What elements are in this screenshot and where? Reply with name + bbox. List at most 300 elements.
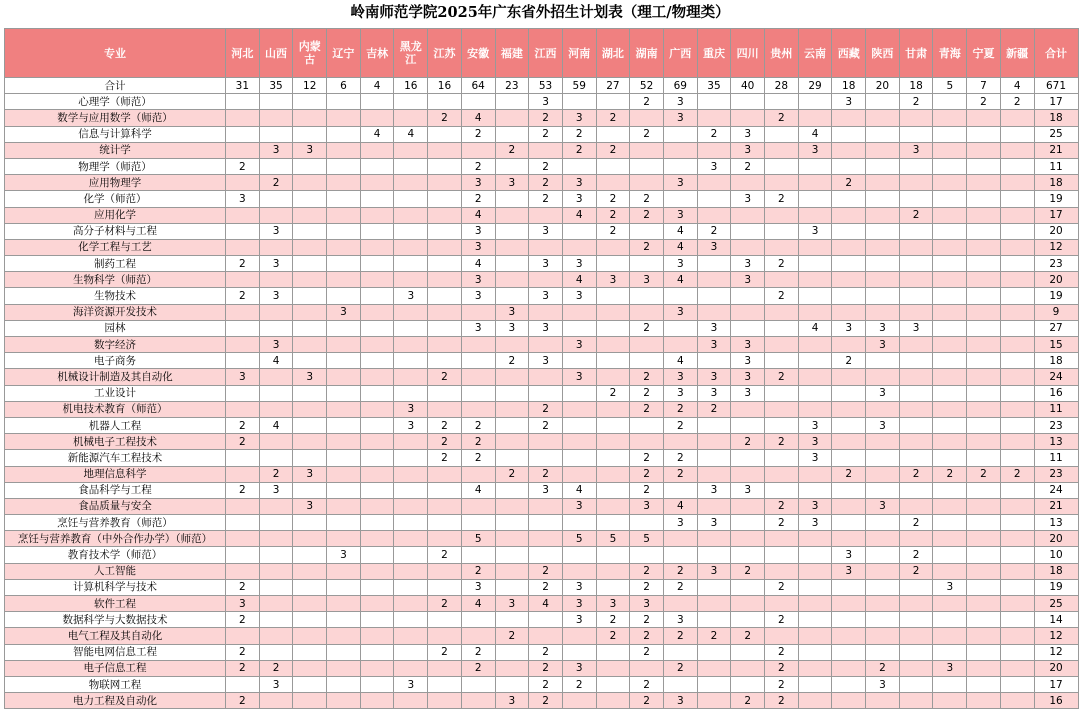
major-name-cell: 电子信息工程 (5, 660, 226, 676)
quota-cell: 2 (630, 369, 664, 385)
quota-cell (394, 596, 428, 612)
quota-cell: 3 (495, 693, 529, 709)
quota-cell: 2 (697, 401, 731, 417)
quota-cell (967, 579, 1001, 595)
quota-cell (394, 628, 428, 644)
quota-cell (394, 142, 428, 158)
quota-cell: 2 (226, 256, 260, 272)
quota-cell (899, 498, 933, 514)
quota-cell (293, 94, 327, 110)
quota-cell (394, 320, 428, 336)
quota-cell: 3 (562, 498, 596, 514)
quota-cell (933, 191, 967, 207)
quota-cell (360, 612, 394, 628)
quota-cell (226, 385, 260, 401)
quota-cell (495, 272, 529, 288)
quota-cell (259, 547, 293, 563)
quota-cell (765, 94, 799, 110)
quota-cell (226, 207, 260, 223)
major-name-cell: 数字经济 (5, 337, 226, 353)
quota-cell: 3 (731, 337, 765, 353)
quota-cell: 3 (731, 256, 765, 272)
quota-cell (1000, 337, 1034, 353)
quota-cell (461, 693, 495, 709)
quota-cell (293, 693, 327, 709)
quota-cell (663, 482, 697, 498)
quota-cell (360, 256, 394, 272)
quota-cell (899, 417, 933, 433)
quota-cell: 3 (461, 223, 495, 239)
quota-cell (293, 660, 327, 676)
quota-cell (1000, 110, 1034, 126)
quota-cell: 23 (495, 78, 529, 94)
quota-cell: 3 (259, 256, 293, 272)
quota-cell: 3 (663, 256, 697, 272)
quota-cell (967, 547, 1001, 563)
quota-cell (428, 175, 462, 191)
quota-cell: 3 (461, 320, 495, 336)
quota-cell (798, 612, 832, 628)
quota-cell: 5 (461, 531, 495, 547)
quota-cell: 2 (226, 158, 260, 174)
major-name-cell: 食品科学与工程 (5, 482, 226, 498)
quota-cell (327, 596, 361, 612)
quota-cell (933, 142, 967, 158)
quota-cell: 2 (428, 450, 462, 466)
row-total-cell: 12 (1034, 628, 1078, 644)
quota-cell: 3 (293, 466, 327, 482)
table-row (5, 110, 1079, 126)
quota-cell: 3 (663, 207, 697, 223)
quota-cell: 3 (259, 223, 293, 239)
quota-cell (259, 563, 293, 579)
row-total-cell: 16 (1034, 693, 1078, 709)
quota-cell: 2 (259, 660, 293, 676)
quota-cell (663, 596, 697, 612)
quota-cell (731, 579, 765, 595)
quota-cell: 2 (765, 612, 799, 628)
quota-cell: 3 (663, 612, 697, 628)
row-total-cell: 21 (1034, 498, 1078, 514)
quota-cell (967, 239, 1001, 255)
quota-cell (798, 563, 832, 579)
quota-cell: 2 (630, 126, 664, 142)
quota-cell (360, 482, 394, 498)
table-row (5, 676, 1079, 692)
quota-cell (495, 385, 529, 401)
table-row (5, 531, 1079, 547)
quota-cell (293, 223, 327, 239)
quota-cell: 3 (832, 547, 866, 563)
quota-cell: 4 (562, 207, 596, 223)
quota-cell: 3 (394, 401, 428, 417)
quota-cell (1000, 693, 1034, 709)
quota-cell (226, 563, 260, 579)
quota-cell: 2 (765, 644, 799, 660)
quota-cell (394, 110, 428, 126)
quota-cell (327, 94, 361, 110)
quota-cell (899, 676, 933, 692)
quota-cell (630, 337, 664, 353)
quota-cell (226, 126, 260, 142)
quota-cell (1000, 223, 1034, 239)
quota-cell (394, 207, 428, 223)
quota-cell (933, 401, 967, 417)
quota-cell (765, 158, 799, 174)
quota-cell (428, 239, 462, 255)
column-header-province: 重庆 (697, 29, 731, 78)
quota-cell (866, 158, 900, 174)
quota-cell (529, 142, 563, 158)
quota-cell (697, 272, 731, 288)
quota-cell (832, 531, 866, 547)
quota-cell: 3 (663, 693, 697, 709)
quota-cell (899, 304, 933, 320)
major-name-cell: 机器人工程 (5, 417, 226, 433)
quota-cell (495, 126, 529, 142)
quota-cell (765, 466, 799, 482)
row-total-cell: 13 (1034, 515, 1078, 531)
quota-cell (327, 482, 361, 498)
quota-cell: 2 (630, 320, 664, 336)
quota-cell: 3 (461, 272, 495, 288)
quota-cell (663, 644, 697, 660)
quota-cell: 3 (798, 142, 832, 158)
quota-cell: 69 (663, 78, 697, 94)
quota-cell (596, 175, 630, 191)
column-header-province: 陕西 (866, 29, 900, 78)
table-body (5, 78, 1079, 709)
quota-cell: 29 (798, 78, 832, 94)
quota-cell (259, 693, 293, 709)
quota-cell (798, 385, 832, 401)
table-header-row (5, 29, 1079, 78)
major-name-cell: 教育技术学（师范） (5, 547, 226, 563)
quota-cell (933, 515, 967, 531)
quota-cell (798, 644, 832, 660)
table-row (5, 644, 1079, 660)
quota-cell: 2 (529, 110, 563, 126)
quota-cell (630, 142, 664, 158)
quota-cell (765, 596, 799, 612)
quota-cell (866, 272, 900, 288)
quota-cell: 2 (630, 94, 664, 110)
quota-cell: 2 (899, 466, 933, 482)
quota-cell (798, 337, 832, 353)
quota-cell (394, 515, 428, 531)
quota-cell: 3 (461, 175, 495, 191)
quota-cell (226, 498, 260, 514)
quota-cell (663, 288, 697, 304)
quota-cell (832, 191, 866, 207)
quota-cell (596, 676, 630, 692)
quota-cell (967, 693, 1001, 709)
quota-cell: 2 (765, 515, 799, 531)
quota-cell: 3 (394, 417, 428, 433)
quota-cell (697, 531, 731, 547)
quota-cell (596, 466, 630, 482)
major-name-cell: 软件工程 (5, 596, 226, 612)
row-total-cell: 16 (1034, 385, 1078, 401)
quota-cell (899, 660, 933, 676)
major-name-cell: 生物技术 (5, 288, 226, 304)
quota-cell (495, 450, 529, 466)
quota-cell (798, 158, 832, 174)
quota-cell (327, 515, 361, 531)
quota-cell (731, 515, 765, 531)
quota-cell (259, 628, 293, 644)
quota-cell (226, 676, 260, 692)
quota-cell (394, 498, 428, 514)
quota-cell (293, 158, 327, 174)
major-name-cell: 应用化学 (5, 207, 226, 223)
quota-cell: 2 (765, 498, 799, 514)
major-name-cell: 合计 (5, 78, 226, 94)
quota-cell (832, 660, 866, 676)
quota-cell: 2 (832, 353, 866, 369)
quota-cell (360, 175, 394, 191)
quota-cell: 3 (529, 256, 563, 272)
quota-cell: 3 (630, 272, 664, 288)
quota-cell (866, 466, 900, 482)
quota-cell (933, 385, 967, 401)
quota-cell (731, 596, 765, 612)
quota-cell: 2 (630, 676, 664, 692)
quota-cell (596, 239, 630, 255)
quota-cell (933, 288, 967, 304)
quota-cell (1000, 158, 1034, 174)
row-total-cell: 24 (1034, 369, 1078, 385)
quota-cell (765, 353, 799, 369)
quota-cell (967, 660, 1001, 676)
quota-cell: 3 (697, 515, 731, 531)
quota-cell (832, 596, 866, 612)
quota-cell (293, 126, 327, 142)
column-header-province: 湖北 (596, 29, 630, 78)
quota-cell: 35 (259, 78, 293, 94)
quota-cell (899, 175, 933, 191)
quota-cell: 2 (899, 94, 933, 110)
quota-cell: 3 (630, 596, 664, 612)
quota-cell (360, 191, 394, 207)
table-row (5, 515, 1079, 531)
quota-cell (899, 158, 933, 174)
major-name-cell: 新能源汽车工程技术 (5, 450, 226, 466)
quota-cell (899, 272, 933, 288)
quota-cell: 2 (226, 288, 260, 304)
quota-cell: 2 (226, 482, 260, 498)
quota-cell: 2 (630, 612, 664, 628)
quota-cell (1000, 369, 1034, 385)
quota-cell (697, 676, 731, 692)
quota-cell (798, 531, 832, 547)
column-header-province: 湖南 (630, 29, 664, 78)
quota-cell (428, 256, 462, 272)
quota-cell (293, 320, 327, 336)
quota-cell (394, 256, 428, 272)
quota-cell (495, 612, 529, 628)
row-total-cell: 20 (1034, 660, 1078, 676)
quota-cell (529, 498, 563, 514)
quota-cell (360, 110, 394, 126)
quota-cell (731, 417, 765, 433)
quota-cell: 3 (495, 596, 529, 612)
quota-cell: 3 (731, 142, 765, 158)
quota-cell: 31 (226, 78, 260, 94)
quota-cell (327, 579, 361, 595)
quota-cell: 3 (529, 353, 563, 369)
quota-cell (1000, 482, 1034, 498)
quota-cell: 3 (798, 498, 832, 514)
quota-cell: 3 (259, 288, 293, 304)
quota-cell: 40 (731, 78, 765, 94)
quota-cell: 3 (731, 353, 765, 369)
quota-cell (529, 515, 563, 531)
row-total-cell: 10 (1034, 547, 1078, 563)
quota-cell (630, 417, 664, 433)
quota-cell (596, 434, 630, 450)
quota-cell (495, 660, 529, 676)
quota-cell: 3 (562, 288, 596, 304)
quota-cell: 3 (259, 676, 293, 692)
quota-cell (293, 612, 327, 628)
quota-cell: 3 (461, 288, 495, 304)
quota-cell: 5 (933, 78, 967, 94)
quota-cell (259, 320, 293, 336)
quota-cell (731, 207, 765, 223)
table-row (5, 207, 1079, 223)
quota-cell (293, 256, 327, 272)
table-row (5, 191, 1079, 207)
quota-cell (394, 385, 428, 401)
quota-cell: 2 (259, 466, 293, 482)
quota-cell: 52 (630, 78, 664, 94)
row-total-cell: 19 (1034, 288, 1078, 304)
quota-cell (933, 531, 967, 547)
row-total-cell: 23 (1034, 256, 1078, 272)
quota-cell: 2 (562, 126, 596, 142)
quota-cell (630, 304, 664, 320)
quota-cell (663, 531, 697, 547)
quota-cell (394, 466, 428, 482)
quota-cell (259, 207, 293, 223)
quota-cell: 2 (933, 466, 967, 482)
quota-cell (360, 693, 394, 709)
quota-cell (327, 158, 361, 174)
quota-cell: 2 (731, 158, 765, 174)
table-row (5, 693, 1079, 709)
quota-cell: 2 (765, 288, 799, 304)
quota-cell (967, 401, 1001, 417)
quota-cell (663, 676, 697, 692)
quota-cell (495, 207, 529, 223)
quota-cell (933, 353, 967, 369)
quota-cell (866, 579, 900, 595)
quota-cell: 2 (765, 660, 799, 676)
quota-cell (596, 498, 630, 514)
quota-cell: 2 (731, 434, 765, 450)
quota-cell (663, 547, 697, 563)
quota-cell (596, 563, 630, 579)
major-name-cell: 烹饪与营养教育（师范） (5, 515, 226, 531)
row-total-cell: 20 (1034, 272, 1078, 288)
quota-cell (529, 628, 563, 644)
quota-cell: 2 (630, 693, 664, 709)
quota-cell (866, 596, 900, 612)
quota-cell (630, 660, 664, 676)
quota-cell (226, 401, 260, 417)
quota-cell (899, 288, 933, 304)
quota-cell (529, 337, 563, 353)
quota-cell (731, 175, 765, 191)
quota-cell (697, 110, 731, 126)
quota-cell (360, 320, 394, 336)
quota-cell (697, 450, 731, 466)
quota-cell (798, 110, 832, 126)
quota-cell (495, 515, 529, 531)
quota-cell (832, 337, 866, 353)
quota-cell: 2 (630, 191, 664, 207)
row-total-cell: 17 (1034, 94, 1078, 110)
quota-cell (562, 515, 596, 531)
quota-cell (360, 450, 394, 466)
quota-cell (967, 175, 1001, 191)
table-row (5, 158, 1079, 174)
quota-cell (967, 434, 1001, 450)
quota-cell: 2 (461, 434, 495, 450)
quota-cell: 3 (259, 482, 293, 498)
quota-cell: 7 (967, 78, 1001, 94)
major-name-cell: 数学与应用数学（师范） (5, 110, 226, 126)
quota-cell (360, 223, 394, 239)
quota-cell (259, 579, 293, 595)
quota-cell (327, 434, 361, 450)
quota-cell (899, 693, 933, 709)
quota-cell (832, 110, 866, 126)
quota-cell (663, 126, 697, 142)
quota-cell (495, 223, 529, 239)
quota-cell: 2 (226, 693, 260, 709)
quota-cell (327, 676, 361, 692)
quota-cell (933, 272, 967, 288)
table-row (5, 175, 1079, 191)
quota-cell: 6 (327, 78, 361, 94)
enrollment-plan-table (4, 28, 1079, 709)
major-name-cell: 工业设计 (5, 385, 226, 401)
quota-cell: 3 (226, 191, 260, 207)
quota-cell: 2 (226, 417, 260, 433)
quota-cell (731, 223, 765, 239)
quota-cell (529, 612, 563, 628)
quota-cell (495, 434, 529, 450)
quota-cell (226, 466, 260, 482)
quota-cell (899, 369, 933, 385)
quota-cell: 3 (562, 612, 596, 628)
quota-cell (765, 337, 799, 353)
quota-cell: 3 (495, 175, 529, 191)
column-header-total: 合计 (1034, 29, 1078, 78)
quota-cell (360, 288, 394, 304)
quota-cell (327, 466, 361, 482)
quota-cell (967, 353, 1001, 369)
quota-cell (259, 110, 293, 126)
quota-cell: 3 (798, 515, 832, 531)
quota-cell (697, 498, 731, 514)
quota-cell (259, 191, 293, 207)
quota-cell (428, 385, 462, 401)
quota-cell (461, 676, 495, 692)
quota-cell (866, 450, 900, 466)
